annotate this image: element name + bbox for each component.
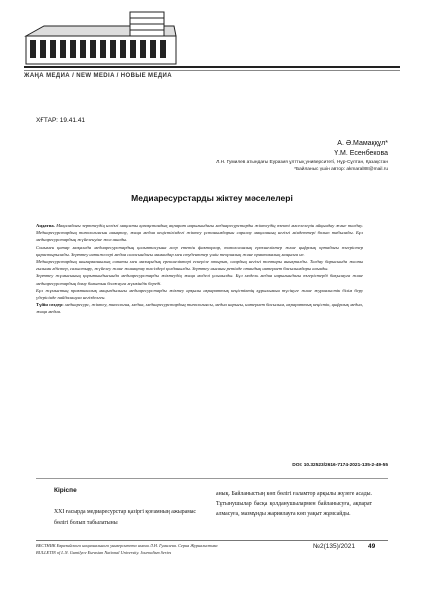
author: Ү.М. Есенбекова (334, 150, 388, 157)
abstract-paragraph: Сонымен қатар мақалада медиаресурстардың қалыптасуына әсер ететін факторлар, типологиялық ерекшеліктер және цифрлық ортадағы өзгерістер қарастырылады. Зерттеу нәтижелері медиа саласындағы мамандар мен студенттер үшін теориялық және практикалық маңызға ие. (36, 244, 363, 257)
correspondence-email: *Байланыс үшін автор: akmaral88@mail.ru (294, 167, 388, 172)
author-list (334, 139, 388, 159)
keywords-label: Түйін сөздер: (36, 302, 64, 308)
abstract-paragraph: Бұл жұмыстың практикалық маңыздылығы медиаресурстарды жіктеу арқылы ақпараттық кеңістіктің құрылымын түсінуге және журналистік білім беру үдерісінде пайдалануға негізделген. (36, 287, 363, 301)
affiliation-block (216, 159, 388, 173)
university-building-logo (24, 8, 184, 66)
abstract-paragraph: Медиаресурстардың шығармашылық сипаты мен мазмұндық ерекшеліктері ескеріле отырып, олардың негізгі топтары анықталды. Талдау барысында жалпы ғылыми әдістер, салыстыру, жүйелеу және жинақтау тәсілдері қолданылды. Зерттеу нысаны ретінде отандық интернет басылымдары алынды. (36, 259, 363, 272)
header-rule-thin (24, 70, 400, 71)
abstract-paragraph: Зерттеу жұмысының қорытындысында медиаресурстарды жіктеудің жаңа моделі ұсынылды. Бұл модель медиа нарығындағы өзгерістерді бақылауға және медиаресурстардың даму бағытын болжауға мүмкіндік береді. (36, 273, 363, 286)
page-number: 49 (368, 543, 376, 550)
affiliation: Л.Н. Гумилев атындағы Еуразия ұлттық университеті, Нұр-Сұлтан, Қазақстан (216, 160, 388, 165)
abstract-label: Аңдатпа. (36, 223, 55, 228)
article-title: Медиаресурстарды жіктеу мәселелері (131, 193, 293, 203)
body-right-column: анық. Байланыстың көп бөлігі ғаламтор арқылы жүзеге асады. Тұтынушылар басқа қолданушылармен байланысуға, ақпарат алмасуға, мазмұнды жариялауға көп уақыт жұмсайды. (216, 491, 372, 517)
section-header: ЖАҢА МЕДИА / NEW MEDIA / НОВЫЕ МЕДИА (24, 73, 172, 79)
abstract (36, 222, 363, 316)
keywords: Түйін сөздер: медиаресурс, жіктеу, типология, медиа, медиаресурстардың типологиясы, медиа нарығы, интернет басылым, ақпараттық кеңістік, цифрлық медиа, жаңа медиа. (36, 302, 363, 315)
intro-heading: Кіріспе (54, 487, 77, 494)
doi-link[interactable]: DOI: 10.32523/2616-7174-2021-135-2-49-55 (292, 463, 388, 468)
issue-number: №2(135)/2021 (313, 543, 356, 550)
body-left-column (54, 485, 204, 529)
udc-code: ХҒТАР: 19.41.41 (36, 117, 86, 124)
body-text: XXI ғасырда медиаресурстар қазіргі қоғамның ажырамас бөлігі болып табылатыны (54, 509, 196, 526)
header-rule (24, 66, 400, 68)
journal-name: ВЕСТНИК Евразийского национального университета имени Л.Н. Гумилева. Серия Журналистика BULLETIN of L.N. Gumilyov Eurasian National University. Journalism Series (36, 543, 218, 555)
separator-rule (36, 478, 388, 479)
abstract-paragraph: Аңдатпа. Мақаладағы зерттеудің негізгі мақсаты қазақстандық ақпарат нарығындағы медиаресурстарды жіктеудің өзекті мәселелерін айқындау және талдау. Медиаресурстардың типологиясын анықтау, жаңа медиа кеңістігіндегі жіктеу ұстанымдарын саралау мақаланың негізгі міндеттері болып табылады. Бұл медиаресурстардың жүйеленуіне жол ашады. (36, 223, 363, 243)
author: А. Ә.Мамаққұл* (337, 140, 388, 147)
footer-rule (36, 540, 388, 541)
